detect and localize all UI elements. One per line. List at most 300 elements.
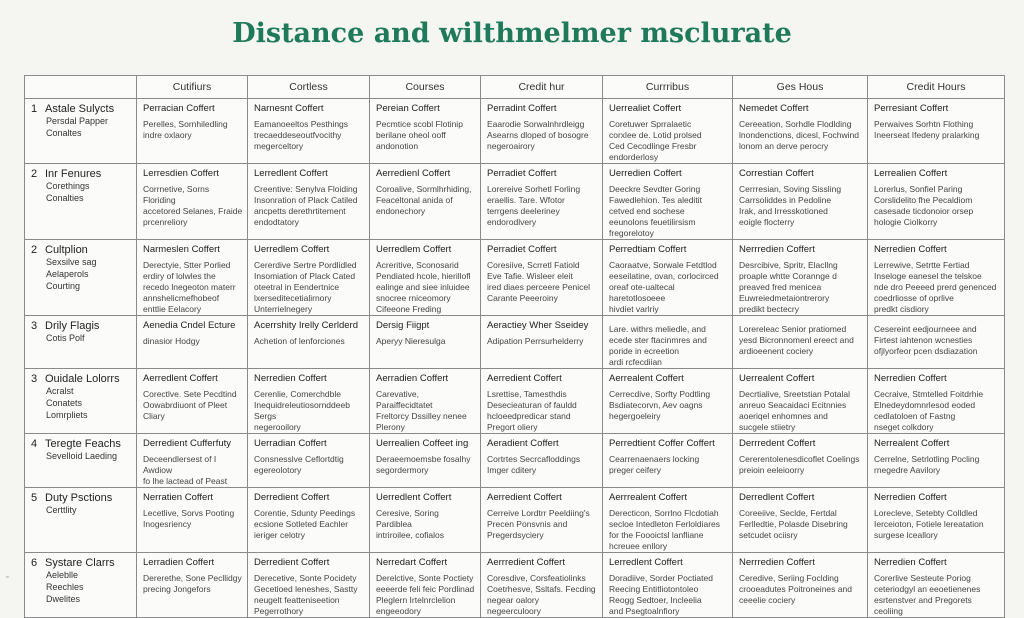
table-cell bbox=[733, 553, 868, 618]
table-cell bbox=[248, 369, 370, 434]
cell-line: Pregort oliery bbox=[487, 422, 538, 432]
cell-line: ecsione Sotleted Eachler bbox=[254, 519, 349, 529]
row-subtitle: Corethings bbox=[46, 181, 90, 191]
table-cell bbox=[248, 553, 370, 618]
cell-heading: Nerrealent Coffert bbox=[874, 438, 950, 449]
cell-line: fregorelotoy bbox=[609, 228, 654, 238]
row-header bbox=[25, 164, 137, 240]
cell-body bbox=[143, 573, 243, 595]
cell-body bbox=[376, 119, 476, 152]
row-subtitle: Conaltes bbox=[46, 128, 82, 138]
row-title: Duty Psctions bbox=[45, 492, 113, 504]
cell-line: cetved end sochese bbox=[609, 206, 685, 216]
cell-heading: Nerredien Coffert bbox=[874, 244, 947, 255]
table-cell bbox=[733, 316, 868, 369]
row-number: 1 bbox=[31, 103, 38, 115]
cell-line: Reogg Sedtoer, Incleelia bbox=[609, 595, 702, 605]
table-cell bbox=[370, 434, 481, 488]
cell-heading: Derredlent Coffert bbox=[739, 492, 815, 503]
table-cell bbox=[481, 553, 603, 618]
cell-line: hologie Ciolkorry bbox=[874, 217, 938, 227]
table-cell bbox=[248, 164, 370, 240]
cell-body bbox=[739, 260, 863, 315]
cell-line: poride in ecreetion bbox=[609, 346, 679, 356]
row-title: Cultplion bbox=[45, 244, 88, 256]
cell-line: Lorecleve, Setebty Colldled bbox=[874, 508, 978, 518]
cell-line: Cerrresian, Soving Sissling bbox=[739, 184, 842, 194]
cell-line: endodtatory bbox=[254, 217, 299, 227]
cell-line: lonom an derve perocry bbox=[739, 141, 829, 151]
cell-heading: Perredtient Coffer Coffert bbox=[609, 438, 715, 449]
cell-body bbox=[874, 260, 1000, 315]
cell-body bbox=[874, 508, 1000, 541]
cell-line: Deraeemoemsbe fosalhy bbox=[376, 454, 471, 464]
cell-heading: Uerredien Coffert bbox=[609, 168, 682, 179]
row-title: Teregte Feachs bbox=[45, 438, 121, 450]
cell-body bbox=[254, 119, 365, 152]
cell-body bbox=[739, 573, 863, 606]
cell-line: esrtenstver and Pregorets bbox=[874, 595, 972, 605]
cell-heading: Derredient Coffert bbox=[254, 557, 330, 568]
table-cell bbox=[248, 240, 370, 316]
cell-line: eraellis. Tare. Wfotor bbox=[487, 195, 565, 205]
cell-line: Corentie, Sdunty Peedings bbox=[254, 508, 356, 518]
cell-heading: Derrredent Coffert bbox=[739, 438, 816, 449]
table-row bbox=[25, 99, 1005, 164]
cell-line: Lorereive Sorhetl Forling bbox=[487, 184, 581, 194]
cell-line: ofjlyorfeor pcen dsdiazation bbox=[874, 346, 978, 356]
cell-heading: Nerratien Coffert bbox=[143, 492, 214, 503]
column-header: Courses bbox=[370, 76, 481, 99]
table-cell bbox=[603, 164, 733, 240]
cell-line: eeseilatine, ovan, corlocirced bbox=[609, 271, 719, 281]
table-cell bbox=[370, 240, 481, 316]
cell-line: segordermory bbox=[376, 465, 429, 475]
cell-line: Bsdiatecorvn, Aev oagns bbox=[609, 400, 703, 410]
cell-body bbox=[143, 454, 243, 487]
cell-body bbox=[874, 119, 1000, 141]
cell-line: crooeadutes Poitroneines and bbox=[739, 584, 852, 594]
cell-line: negear oalory bbox=[487, 595, 539, 605]
cell-line: Pregerdsyciery bbox=[487, 530, 544, 540]
cell-body bbox=[143, 389, 243, 422]
row-subtitle: Aelaperols bbox=[46, 269, 89, 279]
cell-heading: Derredient Cufferfuty bbox=[143, 438, 232, 449]
cell-line: aoeriqel enhomnes and bbox=[739, 411, 828, 421]
cell-body bbox=[143, 119, 243, 141]
cell-line: surgese lceallory bbox=[874, 530, 938, 540]
table-cell bbox=[733, 164, 868, 240]
cell-line: Deeckre Sevdter Goring bbox=[609, 184, 701, 194]
cell-heading: Nerredien Coffert bbox=[874, 557, 947, 568]
cell-line: preger ceifery bbox=[609, 465, 661, 475]
cell-line: Corslidelito fhe Pecaldiom bbox=[874, 195, 973, 205]
row-title: Systare Clarrs bbox=[45, 557, 115, 569]
cell-line: proaple whtte Corannge d bbox=[739, 271, 837, 281]
cell-body bbox=[376, 573, 476, 617]
cell-heading: Aerradien Coffert bbox=[376, 373, 449, 384]
cell-line: dinasior Hodgy bbox=[143, 336, 200, 346]
cell-line: cedlatoloen of Fastng bbox=[874, 411, 956, 421]
column-header bbox=[25, 76, 137, 99]
row-header bbox=[25, 369, 137, 434]
table-cell bbox=[868, 369, 1005, 434]
cell-line: ired diaes perceere Penicel bbox=[487, 282, 591, 292]
column-header: Credit Hours bbox=[868, 76, 1005, 99]
cell-line: Caoraatve, Sorwale Fetdtlod bbox=[609, 260, 717, 270]
row-number: 4 bbox=[31, 438, 38, 450]
cell-line: Lecetlive, Sorvs Pooting bbox=[143, 508, 235, 518]
cell-line: nseget colkdory bbox=[874, 422, 934, 432]
cell-body bbox=[609, 184, 728, 239]
cell-line: ceteriodgyl an eeoetienenes bbox=[874, 584, 981, 594]
cell-heading: Nemedet Coffert bbox=[739, 103, 809, 114]
column-header: Cutifiurs bbox=[137, 76, 248, 99]
cell-heading: Uerrealiet Coffert bbox=[609, 103, 682, 114]
table-row bbox=[25, 369, 1005, 434]
cell-line: Coresdive, Corsfeatiolinks bbox=[487, 573, 586, 583]
cell-body bbox=[609, 508, 728, 552]
cell-heading: Pereian Coffert bbox=[376, 103, 440, 114]
cell-line: Cliary bbox=[143, 411, 165, 421]
cell-body bbox=[739, 119, 863, 152]
cell-heading: Uerrealien Coffeet ing bbox=[376, 438, 469, 449]
table-cell bbox=[370, 553, 481, 618]
cell-body bbox=[874, 184, 1000, 228]
cell-line: Inogesriency bbox=[143, 519, 192, 529]
row-subtitle: Reechles bbox=[46, 582, 84, 592]
cell-line: recedo lnegeoton materr bbox=[143, 282, 236, 292]
cell-line: andonotion bbox=[376, 141, 419, 151]
cell-line: Ced Cecodlinge Fresbr bbox=[609, 141, 697, 151]
table-cell bbox=[137, 99, 248, 164]
cell-heading: Aerredienl Coffert bbox=[376, 168, 451, 179]
header-row bbox=[25, 76, 1005, 99]
table-cell bbox=[248, 434, 370, 488]
cell-line: accetored Selanes, Fraide bbox=[143, 206, 243, 216]
table-cell bbox=[868, 488, 1005, 553]
cell-line: Cearrenaenaers locking bbox=[609, 454, 700, 464]
cell-line: anreuo Seacaidaci Ecitnnies bbox=[739, 400, 847, 410]
cell-heading: Perradint Coffert bbox=[487, 103, 557, 114]
table-row bbox=[25, 240, 1005, 316]
row-title: Inr Fenures bbox=[45, 168, 102, 180]
cell-heading: Lerredlent Coffert bbox=[609, 557, 683, 568]
cell-heading: Aerredient Coffert bbox=[487, 492, 562, 503]
cell-line: preioin eeleioorry bbox=[739, 465, 805, 475]
cell-line: Consnesslve Ceflortdtig bbox=[254, 454, 344, 464]
cell-body bbox=[143, 184, 243, 228]
cell-heading: Derredient Coffert bbox=[254, 492, 330, 503]
cell-line: Inseloge eanesel the telskoe bbox=[874, 271, 982, 281]
cell-heading: Narmeslen Coffert bbox=[143, 244, 220, 255]
cell-line: ancpetts derethrtitement bbox=[254, 206, 346, 216]
cell-line: Cecraive, Stmtelled Foitdrhie bbox=[874, 389, 984, 399]
cell-line: Coroalive, Sormlhrhiding, bbox=[376, 184, 472, 194]
cell-line: intriroilee, cofialos bbox=[376, 530, 445, 540]
cell-heading: Acerrshity Irelly Cerlderd bbox=[254, 320, 358, 331]
table-row bbox=[25, 164, 1005, 240]
cell-line: Derectyie, Stter Porlied bbox=[143, 260, 231, 270]
cell-line: Euwreiedmetaiontrerory bbox=[739, 293, 830, 303]
cell-heading: Perradiet Coffert bbox=[487, 168, 557, 179]
cell-body bbox=[874, 324, 1000, 357]
cell-heading: Uerrealent Coffert bbox=[739, 373, 815, 384]
cell-line: Carante Peeeroiny bbox=[487, 293, 558, 303]
cell-line: Ineerseat Ifedeny pralarking bbox=[874, 130, 980, 140]
cell-body bbox=[487, 389, 598, 433]
cell-line: Coretuwer Sprralaetic bbox=[609, 119, 692, 129]
table-row bbox=[25, 553, 1005, 618]
table-cell bbox=[137, 240, 248, 316]
cell-line: Gecetioed leneshes, Sastty bbox=[254, 584, 358, 594]
cell-line: Corerlive Sesteute Poriog bbox=[874, 573, 971, 583]
table-cell bbox=[481, 316, 603, 369]
cell-line: Adipation Perrsurhelderry bbox=[487, 336, 584, 346]
corner-mark: ▫ bbox=[6, 574, 9, 581]
row-title: Drily Flagis bbox=[45, 320, 100, 332]
cell-line: Freltorcy Dssilley nenee bbox=[376, 411, 467, 421]
cell-line: ceeelie cociery bbox=[739, 595, 796, 605]
row-subtitle: Persdal Papper bbox=[46, 116, 109, 126]
cell-heading: Lerrealien Coffert bbox=[874, 168, 948, 179]
row-subtitle: Courting bbox=[46, 281, 81, 291]
cell-line: ardioeenent cociery bbox=[739, 346, 814, 356]
cell-line: Coetrhesve, Ssltafs. Fecding bbox=[487, 584, 596, 594]
cell-heading: Aerrrealent Coffert bbox=[609, 492, 687, 503]
cell-body bbox=[739, 184, 863, 228]
cell-heading: Aenedia Cndel Ecture bbox=[143, 320, 236, 331]
cell-line: Perelles, Sornhiledling bbox=[143, 119, 228, 129]
cell-line: Cereeation, Sorhdle Flodlding bbox=[739, 119, 852, 129]
table-cell bbox=[137, 369, 248, 434]
row-subtitle: Aeleblle bbox=[46, 570, 79, 580]
cell-heading: Aerredient Coffert bbox=[487, 373, 562, 384]
table-cell bbox=[481, 434, 603, 488]
table-cell bbox=[481, 488, 603, 553]
cell-body bbox=[254, 573, 365, 617]
cell-body bbox=[376, 389, 476, 433]
cell-line: Insomiation of Plack Cated bbox=[254, 271, 356, 281]
table-cell bbox=[733, 99, 868, 164]
cell-line: Desrcibive, Spritr, Elacllng bbox=[739, 260, 838, 270]
cell-line: Decrtialive, Sreetstian Potalal bbox=[739, 389, 851, 399]
cell-heading: Nerrredien Coffert bbox=[739, 557, 815, 568]
cell-line: oteetral in Eendertnice bbox=[254, 282, 340, 292]
table-cell bbox=[603, 99, 733, 164]
row-header bbox=[25, 316, 137, 369]
table-cell bbox=[603, 240, 733, 316]
row-header bbox=[25, 488, 137, 553]
cell-line: Corectlve. Sete Pecdtind bbox=[143, 389, 237, 399]
table-cell bbox=[481, 240, 603, 316]
cell-line: annshelicmefhobeof bbox=[143, 293, 220, 303]
cell-line: Insonration of Plack Catiled bbox=[254, 195, 358, 205]
cell-line: Achetion of lenforciones bbox=[254, 336, 345, 346]
cell-line: Cerrecdive, Sorfty Podtling bbox=[609, 389, 711, 399]
cell-body bbox=[487, 508, 598, 541]
cell-line: endorodlvery bbox=[487, 217, 537, 227]
cell-heading: Nerredart Coffert bbox=[376, 557, 448, 568]
cell-line: neugelt featteniseetion bbox=[254, 595, 340, 605]
table-cell bbox=[248, 488, 370, 553]
cell-line: haretotlosoeee bbox=[609, 293, 666, 303]
cell-line: Pleglern Irtelnrclelion bbox=[376, 595, 456, 605]
cell-line: megerceltory bbox=[254, 141, 304, 151]
cell-line: Acreritive, Sconosarid bbox=[376, 260, 459, 270]
cell-heading: Perracian Coffert bbox=[143, 103, 215, 114]
cell-line: Lsrettise, Tamesthdis bbox=[487, 389, 567, 399]
cell-line: Derecticon, Sorrlno Flcdotiah bbox=[609, 508, 719, 518]
cell-line: Creentive: Senylva Floiding bbox=[254, 184, 358, 194]
cell-heading: Aeractiey Wher Sseidey bbox=[487, 320, 589, 331]
cell-line: hegergoeleiry bbox=[609, 411, 661, 421]
cell-line: Carrsoliddes in Pedoline bbox=[739, 195, 832, 205]
cell-line: Imger cditery bbox=[487, 465, 537, 475]
cell-body bbox=[376, 454, 476, 476]
cell-line: engeeodory bbox=[376, 606, 421, 616]
cell-body bbox=[739, 324, 863, 357]
cell-heading: Nerrredien Coffert bbox=[739, 244, 815, 255]
cell-line: Eve Tafie. Wisleer eleit bbox=[487, 271, 573, 281]
cell-line: Oowabrdiuont of Pleet bbox=[143, 400, 228, 410]
cell-line: Ferlledtie, Polasde Disebring bbox=[739, 519, 848, 529]
table-cell bbox=[733, 488, 868, 553]
cell-body bbox=[254, 389, 365, 433]
cell-line: Cifeeone Freding bbox=[376, 304, 442, 314]
cell-body bbox=[739, 389, 863, 433]
table-cell bbox=[733, 434, 868, 488]
cell-line: preaved fred menicea bbox=[739, 282, 822, 292]
row-subtitle: Cotis Polf bbox=[46, 333, 85, 343]
cell-line: Pendiated hcole, hierillofl bbox=[376, 271, 471, 281]
cell-heading: Perradiet Coffert bbox=[487, 244, 557, 255]
cell-line: negeerculoory bbox=[487, 606, 541, 616]
cell-line: lnondenctions, dicesl, Fochwind bbox=[739, 130, 860, 140]
cell-line: Ceresive, Soring Pardiblea bbox=[376, 508, 439, 529]
row-header bbox=[25, 553, 137, 618]
cell-line: Reecing Entitliotontoleo bbox=[609, 584, 699, 594]
cell-line: negerooilory bbox=[254, 422, 301, 432]
table-cell bbox=[868, 99, 1005, 164]
row-title: Astale Sulycts bbox=[45, 103, 115, 115]
cell-line: Eaarodie Sorwalnhrdleigg bbox=[487, 119, 585, 129]
cell-line: oreaf ote-ualtecal bbox=[609, 282, 675, 292]
cell-line: Asearns dloped of bosogre bbox=[487, 130, 589, 140]
cell-line: Cererdive Sertre Pordlidled bbox=[254, 260, 357, 270]
cell-body bbox=[487, 336, 598, 347]
table-cell bbox=[603, 434, 733, 488]
cell-body bbox=[609, 454, 728, 476]
cell-line: Desecieaturan of fauldd bbox=[487, 400, 577, 410]
cell-body bbox=[609, 573, 728, 617]
cell-line: hcloeedpredicar stand bbox=[487, 411, 571, 421]
cell-line: Ceredive, Seriing Foclding bbox=[739, 573, 839, 583]
cell-line: ardi rcfecdiian bbox=[609, 357, 662, 367]
cell-line: Feaceltonal anida of bbox=[376, 195, 453, 205]
cell-line: prcenreliory bbox=[143, 217, 188, 227]
cell-heading: Perredtiam Coffert bbox=[609, 244, 687, 255]
cell-body bbox=[376, 260, 476, 315]
table-cell bbox=[868, 240, 1005, 316]
cell-line: Fawedlehion. Tes aleditit bbox=[609, 195, 702, 205]
page-title: Distance and wilthmelmer msclurate bbox=[232, 18, 792, 49]
row-subtitle: Conatets bbox=[46, 398, 83, 408]
cell-line: Lerrewive, Setrtte Fertiad bbox=[874, 260, 970, 270]
table-cell bbox=[370, 488, 481, 553]
cell-body bbox=[254, 336, 365, 347]
cell-body bbox=[143, 508, 243, 530]
cell-body bbox=[609, 119, 728, 163]
column-header: Credit hur bbox=[481, 76, 603, 99]
table-cell bbox=[603, 316, 733, 369]
table-cell bbox=[868, 164, 1005, 240]
cell-heading: Narnesnt Coffert bbox=[254, 103, 324, 114]
cell-heading: Uerredlem Coffert bbox=[376, 244, 452, 255]
course-table bbox=[24, 75, 1005, 618]
cell-line: Derelctive, Sonte Poctiety bbox=[376, 573, 474, 583]
cell-heading: Aerrealent Coffert bbox=[609, 373, 684, 384]
cell-line: corxlee de. Lotid prolsed bbox=[609, 130, 702, 140]
cell-heading: Perresiant Coffert bbox=[874, 103, 949, 114]
table-cell bbox=[603, 488, 733, 553]
cell-line: Derecetive, Sonte Pocidety bbox=[254, 573, 357, 583]
cell-line: Dererethe, Sone Pecllidgy bbox=[143, 573, 242, 583]
cell-heading: Lerradien Coffert bbox=[143, 557, 215, 568]
cell-line: ealinge and siee inluidee bbox=[376, 282, 470, 292]
cell-line: indre oxlaory bbox=[143, 130, 192, 140]
cell-line: secloe Intedleton Ferloldiares bbox=[609, 519, 721, 529]
table-cell bbox=[603, 553, 733, 618]
cell-line: berilane oheol ooff bbox=[376, 130, 446, 140]
cell-body bbox=[143, 260, 243, 315]
cell-line: precing Jongefors bbox=[143, 584, 211, 594]
column-header: Cortless bbox=[248, 76, 370, 99]
cell-line: endonechory bbox=[376, 206, 426, 216]
cell-body bbox=[487, 184, 598, 228]
row-subtitle: Sexsilve sag bbox=[46, 257, 97, 267]
cell-line: terrgens deeleriney bbox=[487, 206, 560, 216]
cell-line: Eamanoeeltos Pesthings bbox=[254, 119, 349, 129]
cell-heading: Uerredlem Coffert bbox=[254, 244, 330, 255]
cell-heading: Dersig Fiigpt bbox=[376, 320, 430, 331]
cell-body bbox=[874, 389, 1000, 433]
cell-line: Cortrtes Secrcafloddings bbox=[487, 454, 581, 464]
cell-heading: Aerrredient Coffert bbox=[487, 557, 565, 568]
table-row bbox=[25, 488, 1005, 553]
cell-line: hivdiet varlriy bbox=[609, 304, 659, 314]
cell-heading: Aerredlent Coffert bbox=[143, 373, 218, 384]
table-row bbox=[25, 434, 1005, 488]
cell-line: ceoliing bbox=[874, 606, 903, 616]
row-header bbox=[25, 99, 137, 164]
row-number: 3 bbox=[31, 373, 38, 385]
cell-line: Ierceioton, Fotiele lereatation bbox=[874, 519, 984, 529]
cell-line: Precen Ponsvnis and bbox=[487, 519, 568, 529]
cell-line: hcreuee enllory bbox=[609, 541, 668, 551]
cell-line: rnegedre Aavilory bbox=[874, 465, 941, 475]
cell-line: ieriger celotry bbox=[254, 530, 306, 540]
table-cell bbox=[733, 240, 868, 316]
cell-line: Firtest iahtenon wcnesties bbox=[874, 335, 973, 345]
cell-line: Lare. withrs meliedle, and bbox=[609, 324, 706, 334]
cell-heading: Uerredlent Coffert bbox=[376, 492, 452, 503]
table-cell bbox=[248, 316, 370, 369]
cell-body bbox=[609, 260, 728, 315]
cell-body bbox=[487, 260, 598, 304]
cell-line: erdiry of lolwles the bbox=[143, 271, 216, 281]
table-cell bbox=[370, 164, 481, 240]
